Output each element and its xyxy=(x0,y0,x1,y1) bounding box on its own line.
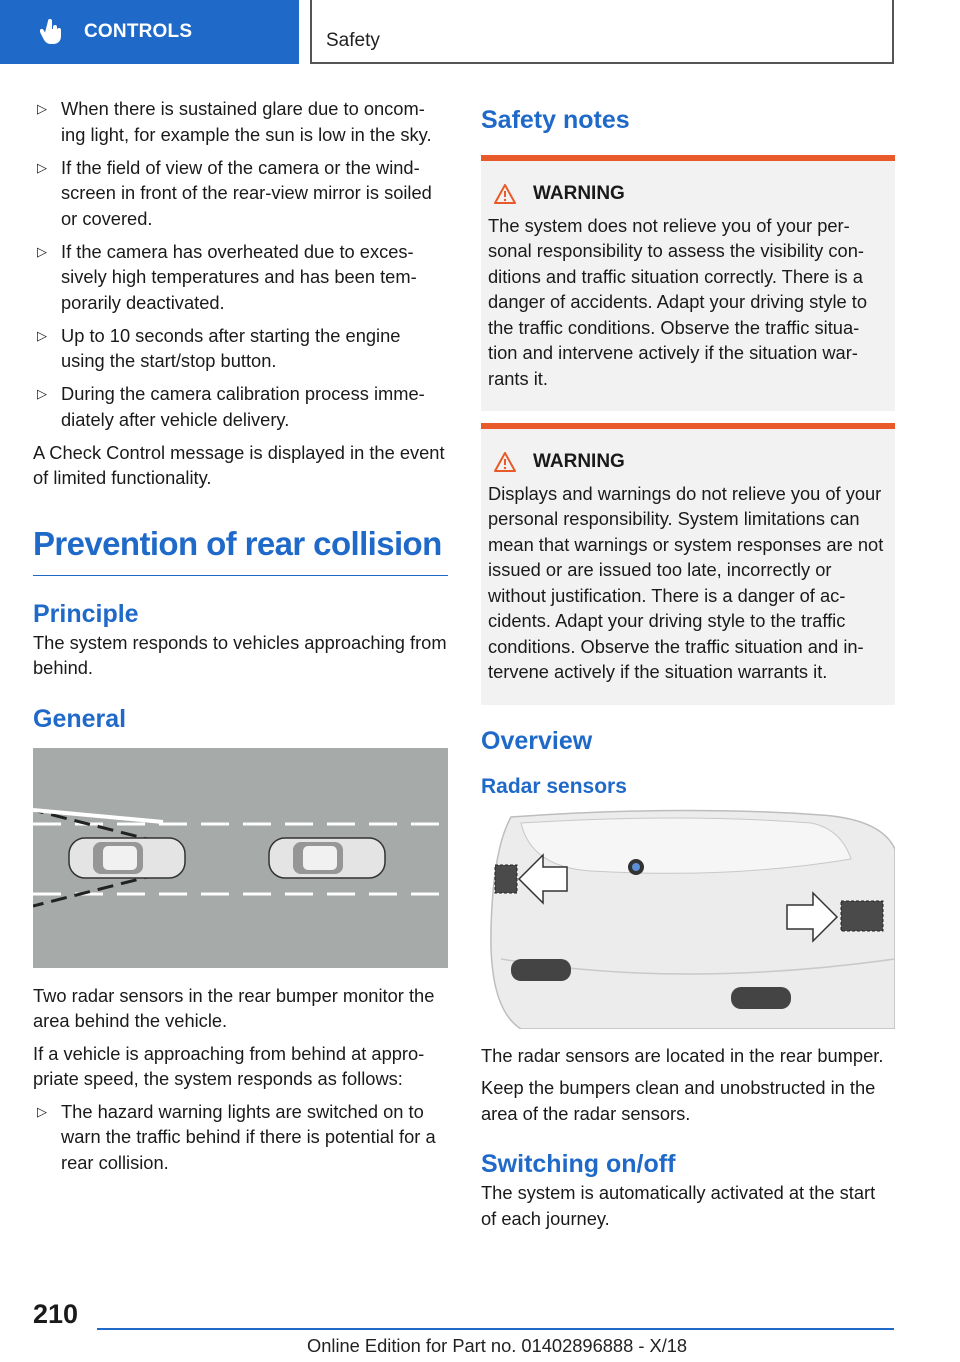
triangle-bullet-icon: ▷ xyxy=(37,159,47,175)
list-item: ▷ During the camera calibration process imme-diately after vehicle delivery. xyxy=(37,383,425,430)
limitations-list xyxy=(33,96,448,432)
car-icon-front xyxy=(269,838,385,878)
rear-collision-illustration xyxy=(33,748,448,968)
triangle-bullet-icon: ▷ xyxy=(37,243,47,259)
list-item: ▷ If the camera has overheated due to exces-sively high temperatures and has been tem-porarily deactivated. xyxy=(37,240,417,313)
right-column xyxy=(481,96,895,1238)
page-title: Prevention of rear collision xyxy=(33,524,448,576)
list-item: ▷ When there is sustained glare due to oncom-ing light, for example the sun is low in the sky. xyxy=(37,98,432,145)
edition-text: Online Edition for Part no. 01402896888 - X/18 xyxy=(307,1335,688,1356)
list-item: ▷ Up to 10 seconds after starting the engine using the start/stop button. xyxy=(37,324,401,371)
section-tab-controls[interactable] xyxy=(0,0,299,64)
safety-notes-heading: Safety notes xyxy=(481,106,630,134)
overview-heading: Overview xyxy=(481,726,593,755)
switching-heading: Switching on/off xyxy=(481,1150,676,1178)
warning-box xyxy=(481,423,895,705)
check-control-text: A Check Control message is displayed in the event of limited functionality. xyxy=(33,441,445,488)
radar-sensors-illustration xyxy=(481,809,895,1029)
triangle-bullet-icon: ▷ xyxy=(37,386,47,401)
general-heading: General xyxy=(33,704,127,733)
principle-text: The system responds to vehicles approaching from behind. xyxy=(33,631,447,678)
road-diagram xyxy=(33,748,448,968)
triangle-bullet-icon: ▷ xyxy=(37,101,47,116)
car-rear-diagram xyxy=(481,809,895,1029)
radar-clean-text: Keep the bumpers clean and unobstructed in the area of the radar sensors. xyxy=(481,1077,876,1124)
principle-heading: Principle xyxy=(33,599,139,628)
page-number: 210 xyxy=(33,1299,79,1329)
car-icon-rear xyxy=(69,838,185,878)
warning-title: WARNING xyxy=(533,183,625,204)
section-label: CONTROLS xyxy=(84,21,193,42)
chapter-title: Safety xyxy=(326,30,380,51)
list-item: ▷ If the field of view of the camera or the wind-screen in front of the rear-view mirror is soiled or covered. xyxy=(37,156,432,229)
chapter-header xyxy=(310,0,894,64)
warning-title: WARNING xyxy=(533,451,625,472)
warning-triangle-icon xyxy=(494,452,516,472)
hand-pointer-icon xyxy=(40,19,64,45)
triangle-bullet-icon: ▷ xyxy=(37,1103,47,1119)
warning-text: Displays and warnings do not relieve you of your personal responsibility. System limitations can mean that warnings or system responses are not issued or are issued too late, incorrectly or without justification. There is a danger of ac-cidents. Adapt your driving style to the traffic conditions. Observe the traffic situation and in-tervene actively if the situation warrants it. xyxy=(488,482,884,682)
radar-sensors-heading: Radar sensors xyxy=(481,774,627,798)
warning-text: The system does not relieve you of your per-sonal responsibility to assess the visibility con-ditions and traffic situation correctly. There is a danger of accidents. Adapt your driving style to the traffic conditions. Observe the traffic situa-tion and intervene actively if the situation war-rants it. xyxy=(488,214,868,389)
warning-box xyxy=(481,155,895,411)
warning-triangle-icon xyxy=(494,184,516,204)
response-list xyxy=(33,1099,448,1176)
left-column xyxy=(33,96,448,1183)
figure-caption: Two radar sensors in the rear bumper monitor the area behind the vehicle. xyxy=(33,984,435,1031)
list-item: ▷ The hazard warning lights are switched on to warn the traffic behind if there is potential for a rear collision. xyxy=(37,1100,436,1173)
approach-text: If a vehicle is approaching from behind at appro-priate speed, the system responds as follows: xyxy=(33,1042,425,1089)
radar-location-text: The radar sensors are located in the rear bumper. xyxy=(481,1044,884,1066)
footer-divider xyxy=(97,1328,894,1330)
triangle-bullet-icon: ▷ xyxy=(37,327,47,343)
switching-text: The system is automatically activated at the start of each journey. xyxy=(481,1182,876,1229)
